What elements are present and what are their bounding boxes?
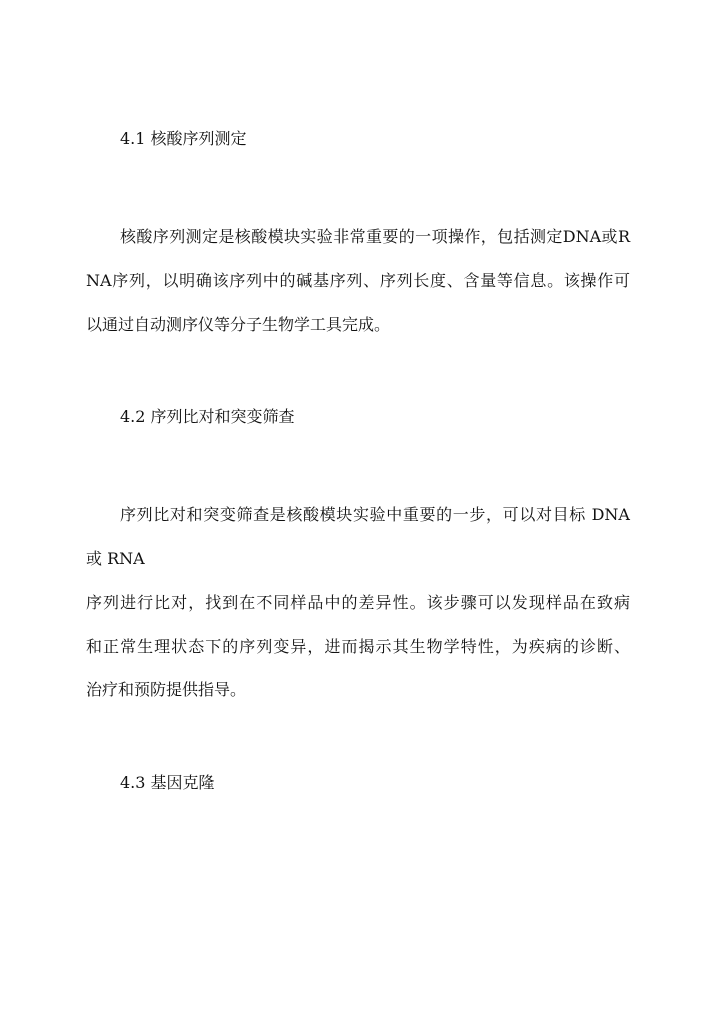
paragraph-line: 序列比对和突变筛查是核酸模块实验中重要的一步，可以对目标 DNA	[120, 505, 630, 524]
section-heading-4-2: 4.2 序列比对和突变筛查	[120, 407, 295, 426]
paragraph-line: 核酸序列测定是核酸模块实验非常重要的一项操作，包括测定DNA或R	[120, 227, 630, 246]
section-heading-4-3: 4.3 基因克隆	[120, 773, 215, 792]
paragraph-line: 以通过自动测序仪等分子生物学工具完成。	[86, 315, 391, 334]
section-heading-4-1: 4.1 核酸序列测定	[120, 129, 247, 148]
paragraph-line: 序列进行比对，找到在不同样品中的差异性。该步骤可以发现样品在致病	[86, 593, 630, 612]
paragraph-line: 或 RNA	[86, 549, 145, 568]
paragraph-line: 和正常生理状态下的序列变异，进而揭示其生物学特性，为疾病的诊断、	[86, 637, 630, 656]
paragraph-line: NA序列，以明确该序列中的碱基序列、序列长度、含量等信息。该操作可	[86, 271, 630, 290]
paragraph-line: 治疗和预防提供指导。	[86, 680, 247, 699]
